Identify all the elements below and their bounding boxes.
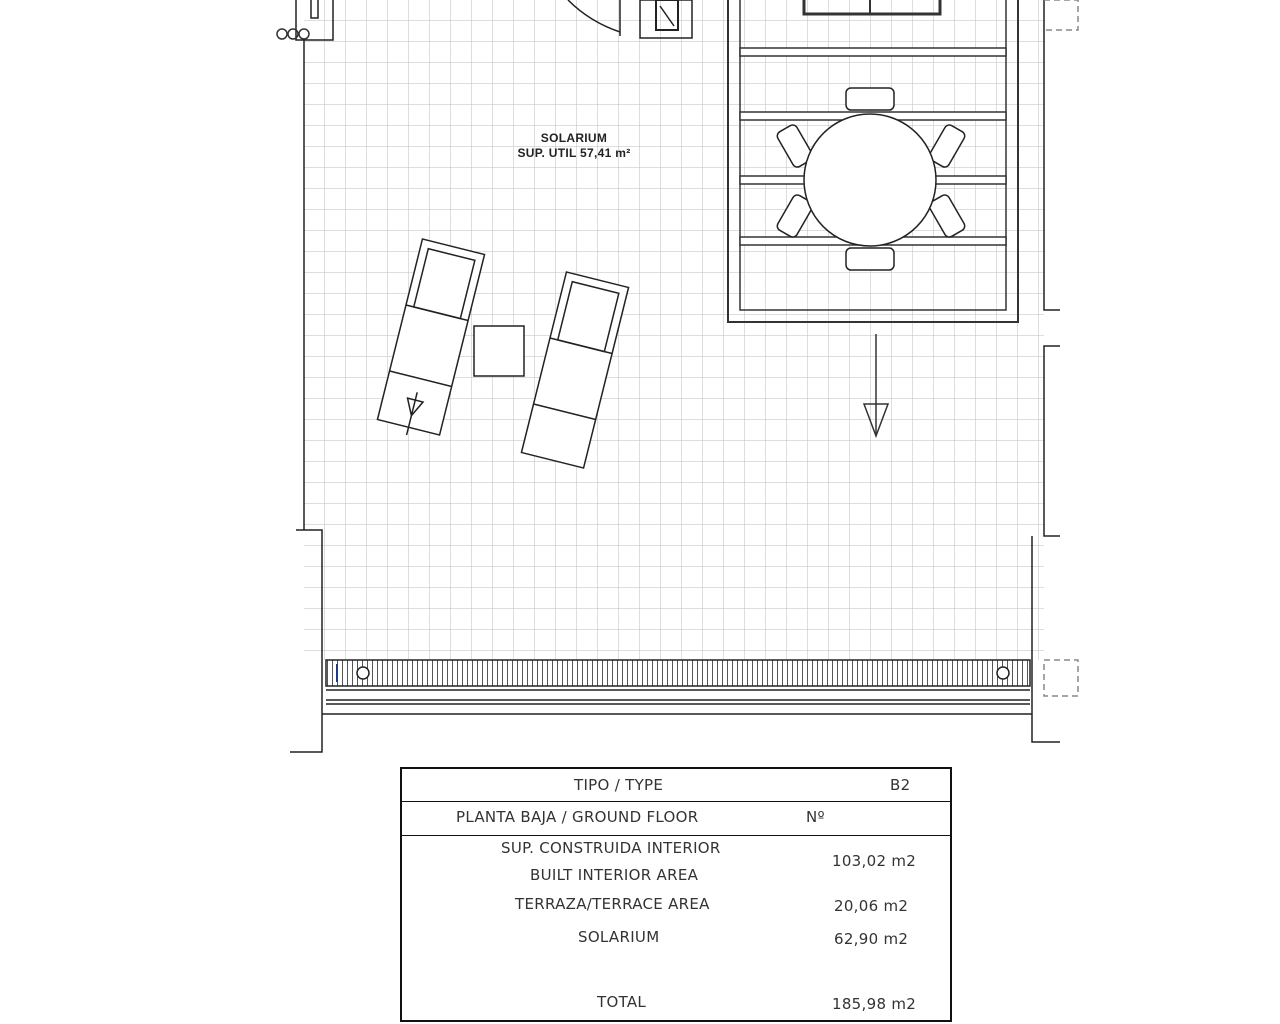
type-value: B2 (890, 776, 911, 794)
room-label (514, 131, 634, 161)
terrace-value: 20,06 m2 (834, 897, 909, 915)
solarium-label: SOLARIUM (578, 928, 660, 946)
railing (322, 660, 1032, 714)
room-name: SOLARIUM (540, 131, 608, 145)
room-area: SUP. UTIL 57,41 m² (517, 146, 631, 160)
area-summary-table (400, 767, 952, 1022)
total-label: TOTAL (597, 993, 647, 1011)
built-value: 103,02 m2 (832, 852, 917, 870)
terrace-label: TERRAZA/TERRACE AREA (515, 895, 710, 913)
type-label: TIPO / TYPE (574, 776, 664, 794)
built-label-en: BUILT INTERIOR AREA (530, 866, 699, 884)
side-table (474, 326, 524, 376)
floor-row (402, 802, 950, 836)
floor-label: PLANTA BAJA / GROUND FLOOR (456, 808, 699, 826)
type-row (402, 769, 950, 802)
built-label-es: SUP. CONSTRUIDA INTERIOR (501, 839, 721, 857)
number-label: Nº (806, 808, 825, 826)
total-value: 185,98 m2 (832, 995, 917, 1013)
solarium-value: 62,90 m2 (834, 930, 909, 948)
